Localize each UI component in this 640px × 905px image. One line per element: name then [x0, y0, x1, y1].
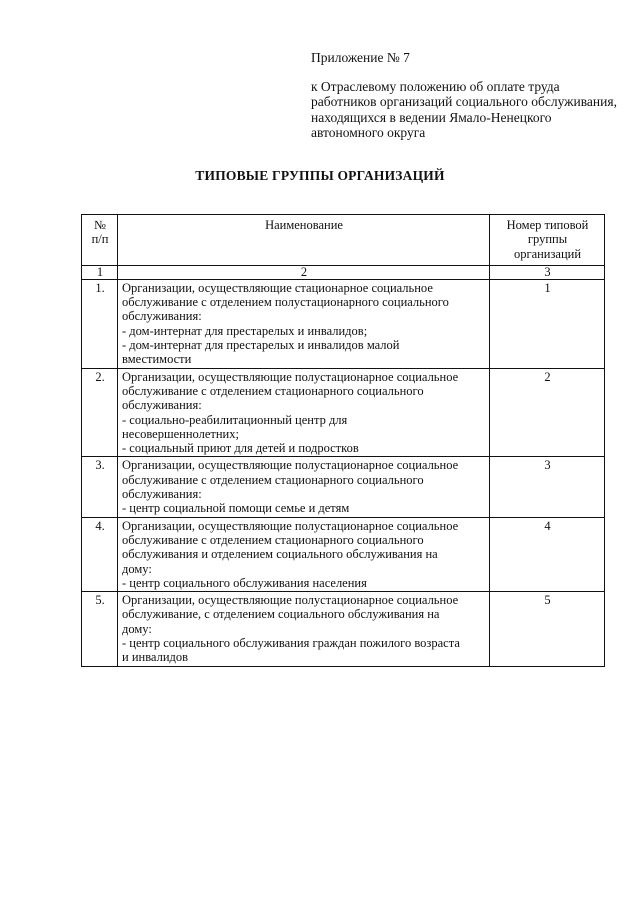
table-row: [82, 368, 605, 457]
appendix-block: [311, 50, 617, 141]
organization-description: [118, 592, 490, 666]
table-row: [82, 279, 605, 368]
description-line: обслуживание с отделением полустационарного социального: [122, 295, 449, 310]
organization-description: [118, 279, 490, 368]
organization-groups-table: [81, 214, 605, 667]
organization-description: [118, 368, 490, 457]
appendix-title: Приложение № 7: [311, 50, 410, 65]
row-number: 5.: [82, 592, 118, 666]
description-line: обслуживания:: [122, 309, 202, 324]
column-index: 3: [490, 265, 605, 279]
row-number: 3.: [82, 457, 118, 517]
appendix-line: работников организаций социального обслуживания,: [311, 94, 617, 109]
table-row: [82, 457, 605, 517]
group-number: 3: [490, 457, 605, 517]
description-line: обслуживание с отделением стационарного социального: [122, 472, 424, 487]
description-line: обслуживание с отделением стационарного социального: [122, 532, 424, 547]
group-number: 1: [490, 279, 605, 368]
description-line: обслуживание с отделением стационарного социального: [122, 383, 424, 398]
description-line: и инвалидов: [122, 650, 189, 665]
description-line: Организации, осуществляющие полустационарное социальное: [122, 458, 459, 473]
document-title: ТИПОВЫЕ ГРУППЫ ОРГАНИЗАЦИЙ: [195, 168, 445, 183]
header-group-number: Номер типовой группы организаций: [490, 215, 605, 266]
description-line: Организации, осуществляющие полустационарное социальное: [122, 593, 459, 608]
table-row: [82, 517, 605, 591]
column-index: 2: [118, 265, 490, 279]
description-line: Организации, осуществляющие стационарное социальное: [122, 280, 433, 295]
table-row: [82, 592, 605, 666]
description-line: вместимости: [122, 352, 192, 367]
description-line: дому:: [122, 561, 152, 576]
description-line: Организации, осуществляющие полустационарное социальное: [122, 518, 459, 533]
description-line: - центр социальной помощи семье и детям: [122, 501, 350, 516]
description-line: - центр социального обслуживания населения: [122, 575, 367, 590]
organization-description: [118, 517, 490, 591]
description-line: Организации, осуществляющие полустационарное социальное: [122, 369, 459, 384]
description-line: обслуживания:: [122, 487, 202, 502]
row-number: 4.: [82, 517, 118, 591]
group-number: 5: [490, 592, 605, 666]
description-line: - социально-реабилитационный центр для: [122, 412, 348, 427]
description-line: обслуживание, с отделением социального обслуживания на: [122, 607, 440, 622]
group-number: 2: [490, 368, 605, 457]
row-number: 1.: [82, 279, 118, 368]
description-line: обслуживания:: [122, 398, 202, 413]
column-index: 1: [82, 265, 118, 279]
header-number: № п/п: [82, 215, 118, 266]
appendix-line: находящихся в ведении Ямало-Ненецкого: [311, 109, 552, 125]
description-line: дому:: [122, 621, 152, 636]
description-line: несовершеннолетних;: [122, 426, 239, 441]
row-number: 2.: [82, 368, 118, 457]
description-line: - дом-интернат для престарелых и инвалидов малой: [122, 338, 400, 353]
group-number: 4: [490, 517, 605, 591]
column-index-row: [82, 265, 605, 279]
description-line: обслуживания и отделением социального обслуживания на: [122, 547, 438, 562]
organization-description: [118, 457, 490, 517]
description-line: - социальный приют для детей и подростков: [122, 441, 359, 456]
appendix-line: автономного округа: [311, 125, 426, 140]
appendix-line: к Отраслевому положению об оплате труда: [311, 78, 560, 94]
table-header-row: [82, 215, 605, 266]
description-line: - центр социального обслуживания граждан пожилого возраста: [122, 636, 460, 651]
header-name: Наименование: [118, 215, 490, 266]
description-line: - дом-интернат для престарелых и инвалидов;: [122, 323, 368, 338]
